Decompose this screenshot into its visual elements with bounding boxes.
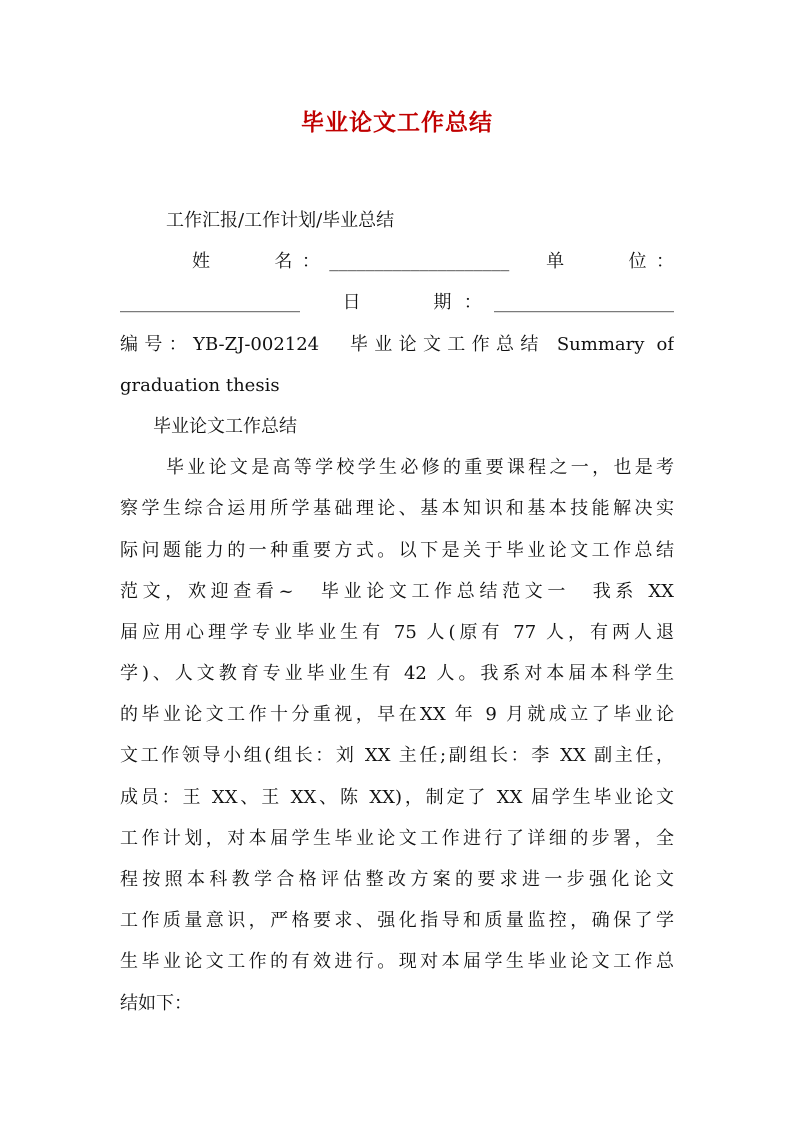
paragraph-line: 文工作领导小组(组长：刘 XX 主任;副组长：李 XX 副主任， (120, 745, 674, 767)
paragraph-line: 程按照本科教学合格评估整改方案的要求进一步强化论文 (120, 869, 674, 890)
document-title: 毕业论文工作总结 (301, 109, 493, 136)
date-field-line: ____________________ 日 期：____________________ (120, 292, 674, 314)
paragraph-line: 的毕业论文工作十分重视，早在XX 年 9 月就成立了毕业论 (120, 704, 674, 726)
paragraph-line: 工作质量意识，严格要求、强化指导和质量监控，确保了学 (120, 910, 674, 932)
paragraph-line: 际问题能力的一种重要方式。以下是关于毕业论文工作总结 (120, 539, 674, 561)
paragraph-line: 工作计划，对本届学生毕业论文工作进行了详细的步署，全 (120, 827, 674, 849)
subtitle-continuation-line: graduation thesis (120, 374, 280, 396)
paragraph-line: 成员：王 XX、王 XX、陈 XX)，制定了 XX 届学生毕业论文 (120, 786, 674, 808)
paragraph-line: 届应用心理学专业毕业生有 75 人(原有 77 人，有两人退 (120, 621, 674, 643)
paragraph-line: 学)、人文教育专业毕业生有 42 人。我系对本届本科学生 (120, 663, 674, 685)
document-body (120, 200, 674, 1024)
paragraph-line: 结如下： (120, 992, 192, 1014)
section-heading: 毕业论文工作总结 (153, 415, 297, 437)
serial-number-line: 编号：YB-ZJ-002124 毕业论文工作总结 Summary of (120, 333, 674, 355)
category-line: 工作汇报/工作计划/毕业总结 (166, 210, 395, 231)
name-unit-field-line: 姓 名：____________________ 单 位： (192, 251, 674, 273)
paragraph-line: 生毕业论文工作的有效进行。现对本届学生毕业论文工作总 (120, 951, 674, 973)
paragraph-line: 范文，欢迎查看~ 毕业论文工作总结范文一 我系 XX (120, 580, 674, 602)
paragraph-line: 察学生综合运用所学基础理论、基本知识和基本技能解决实 (120, 498, 674, 520)
paragraph-line: 毕业论文是高等学校学生必修的重要课程之一，也是考 (166, 457, 674, 479)
